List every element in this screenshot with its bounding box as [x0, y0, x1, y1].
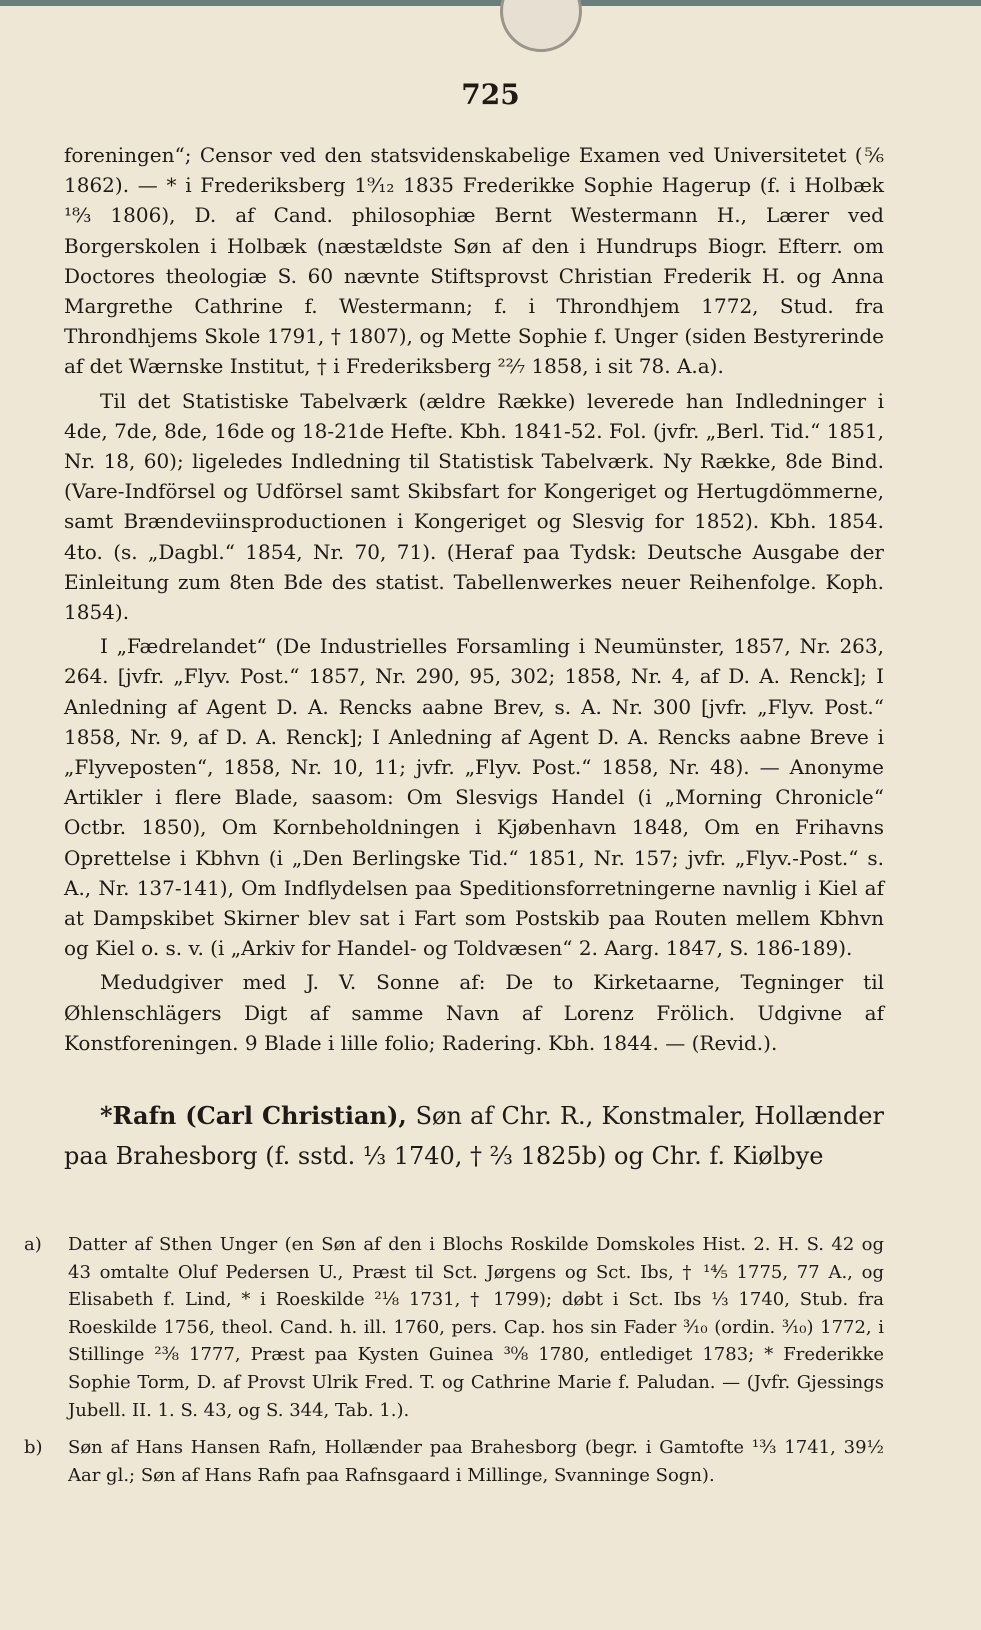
- top-edge-band: [0, 0, 981, 6]
- entry-rafn: [64, 1096, 884, 1176]
- footnote-label: a): [24, 1234, 42, 1256]
- paragraph-continuation: foreningen“; Censor ved den statsvidenskabelige Examen ved Universitetet (⅚ 1862). — * i Frederiksberg 1⁹⁄₁₂ 1835 Frederikke Sophie Hagerup (f. i Holbæk ¹⁸⁄₃ 1806), D. af Cand. philosophiæ Bernt Westermann H., Lærer ved Borgerskolen i Holbæk (næstældste Søn af den i Hundrups Biogr. Efterr. om Doctores theologiæ S. 60 nævnte Stiftsprovst Christian Frederik H. og Anna Margrethe Cathrine f. Westermann; f. i Throndhjem 1772, Stud. fra Throndhjems Skole 1791, † 1807), og Mette Sophie f. Unger (siden Bestyrerinde af det Wærnske Institut, † i Frederiksberg ²²⁄₇ 1858, i sit 78. A.a).: [64, 143, 884, 379]
- footnote-text: Datter af Sthen Unger (en Søn af den i Blochs Roskilde Domskoles Hist. 2. H. S. 42 og 43 omtalte Oluf Pedersen U., Præst til Sct. Jørgens og Sct. Ibs, † ¹⁴⁄₅ 1775, 77 A., og Elisabeth f. Lind, * i Roeskilde ²¹⁄₈ 1731, † 1799); døbt i Sct. Ibs ⅓ 1740, Stub. fra Roeskilde 1756, theol. Cand. h. ill. 1760, pers. Cap. hos sin Fader ³⁄₁₀ (ordin. ³⁄₁₀) 1772, i Stillinge ²³⁄₈ 1777, Præst paa Kysten Guinea ³⁰⁄₈ 1780, entlediget 1783; * Frederikke Sophie Torm, D. af Provst Ulrik Fred. T. og Cathrine Marie f. Paludan. — (Jvfr. Gjessings Jubell. II. 1. S. 43, og S. 344, Tab. 1.).: [68, 1234, 884, 1421]
- entry-heading: *Rafn (Carl Christian),: [100, 1101, 407, 1131]
- paragraph-co-editor: Medudgiver med J. V. Sonne af: De to Kirketaarne, Tegninger til Øhlenschlägers Digt af samme Navn af Lorenz Frölich. Udgivne af Konstforeningen. 9 Blade i lille folio; Radering. Kbh. 1844. — (Revid.).: [64, 970, 884, 1055]
- paragraph-statistical-tables: Til det Statistiske Tabelværk (ældre Række) leverede han Indledninger i 4de, 7de, 8de, 16de og 18-21de Hefte. Kbh. 1841-52. Fol. (jvfr. „Berl. Tid.“ 1851, Nr. 18, 60); ligeledes Indledning til Statistisk Tabelværk. Ny Række, 8de Bind. (Vare-Indförsel og Udförsel samt Skibsfart for Kongeriget og Hertugdömmerne, samt Brændeviinsproductionen i Kongeriget og Slesvig for 1852). Kbh. 1854. 4to. (s. „Dagbl.“ 1854, Nr. 70, 71). (Heraf paa Tydsk: Deutsche Ausgabe der Einleitung zum 8ten Bde des statist. Tabellenwerkes neuer Reihenfolge. Koph. 1854).: [64, 388, 884, 625]
- footnote-label: b): [24, 1437, 43, 1459]
- footnote-separator: [64, 1216, 484, 1217]
- entry-text: Søn af Chr. R., Konstmaler, Hollænder paa Brahesborg (f. sstd. ⅓ 1740, † ⅔ 1825b) og Chr. f. Kiølbye: [64, 1102, 884, 1171]
- footnote-a: [24, 1231, 884, 1424]
- footnote-b: [24, 1434, 884, 1489]
- page-body: [24, 140, 884, 1489]
- footnote-text: Søn af Hans Hansen Rafn, Hollænder paa Brahesborg (begr. i Gamtofte ¹³⁄₃ 1741, 39½ Aar gl.; Søn af Hans Rafn paa Rafnsgaard i Millinge, Svanninge Sogn).: [68, 1437, 884, 1486]
- page-clip-mark: [500, 0, 582, 52]
- page-number: 725: [461, 78, 520, 111]
- paragraph-faedrelandet: I „Fædrelandet“ (De Industrielles Forsamling i Neumünster, 1857, Nr. 263, 264. [jvfr. „Flyv. Post.“ 1857, Nr. 290, 95, 302; 1858, Nr. 4, af D. A. Renck]; I Anledning af Agent D. A. Rencks aabne Brev, s. A. Nr. 300 [jvfr. „Flyv. Post.“ 1858, Nr. 9, af D. A. Renck]; I Anledning af Agent D. A. Rencks aabne Breve i „Flyveposten“, 1858, Nr. 10, 11; jvfr. „Flyv. Post.“ 1858, Nr. 48). — Anonyme Artikler i flere Blade, saasom: Om Slesvigs Handel (i „Morning Chronicle“ Octbr. 1850), Om Kornbeholdningen i Kjøbenhavn 1848, Om en Frihavns Oprettelse i Kbhvn (i „Den Berlingske Tid.“ 1851, Nr. 157; jvfr. „Flyv.-Post.“ s. A., Nr. 137-141), Om Indflydelsen paa Speditionsforretningerne navnlig i Kiel af at Dampskibet Skirner blev sat i Fart som Postskib paa Routen mellem Kbhvn og Kiel o. s. v. (i „Arkiv for Handel- og Toldvæsen“ 2. Aarg. 1847, S. 186-189).: [64, 634, 884, 961]
